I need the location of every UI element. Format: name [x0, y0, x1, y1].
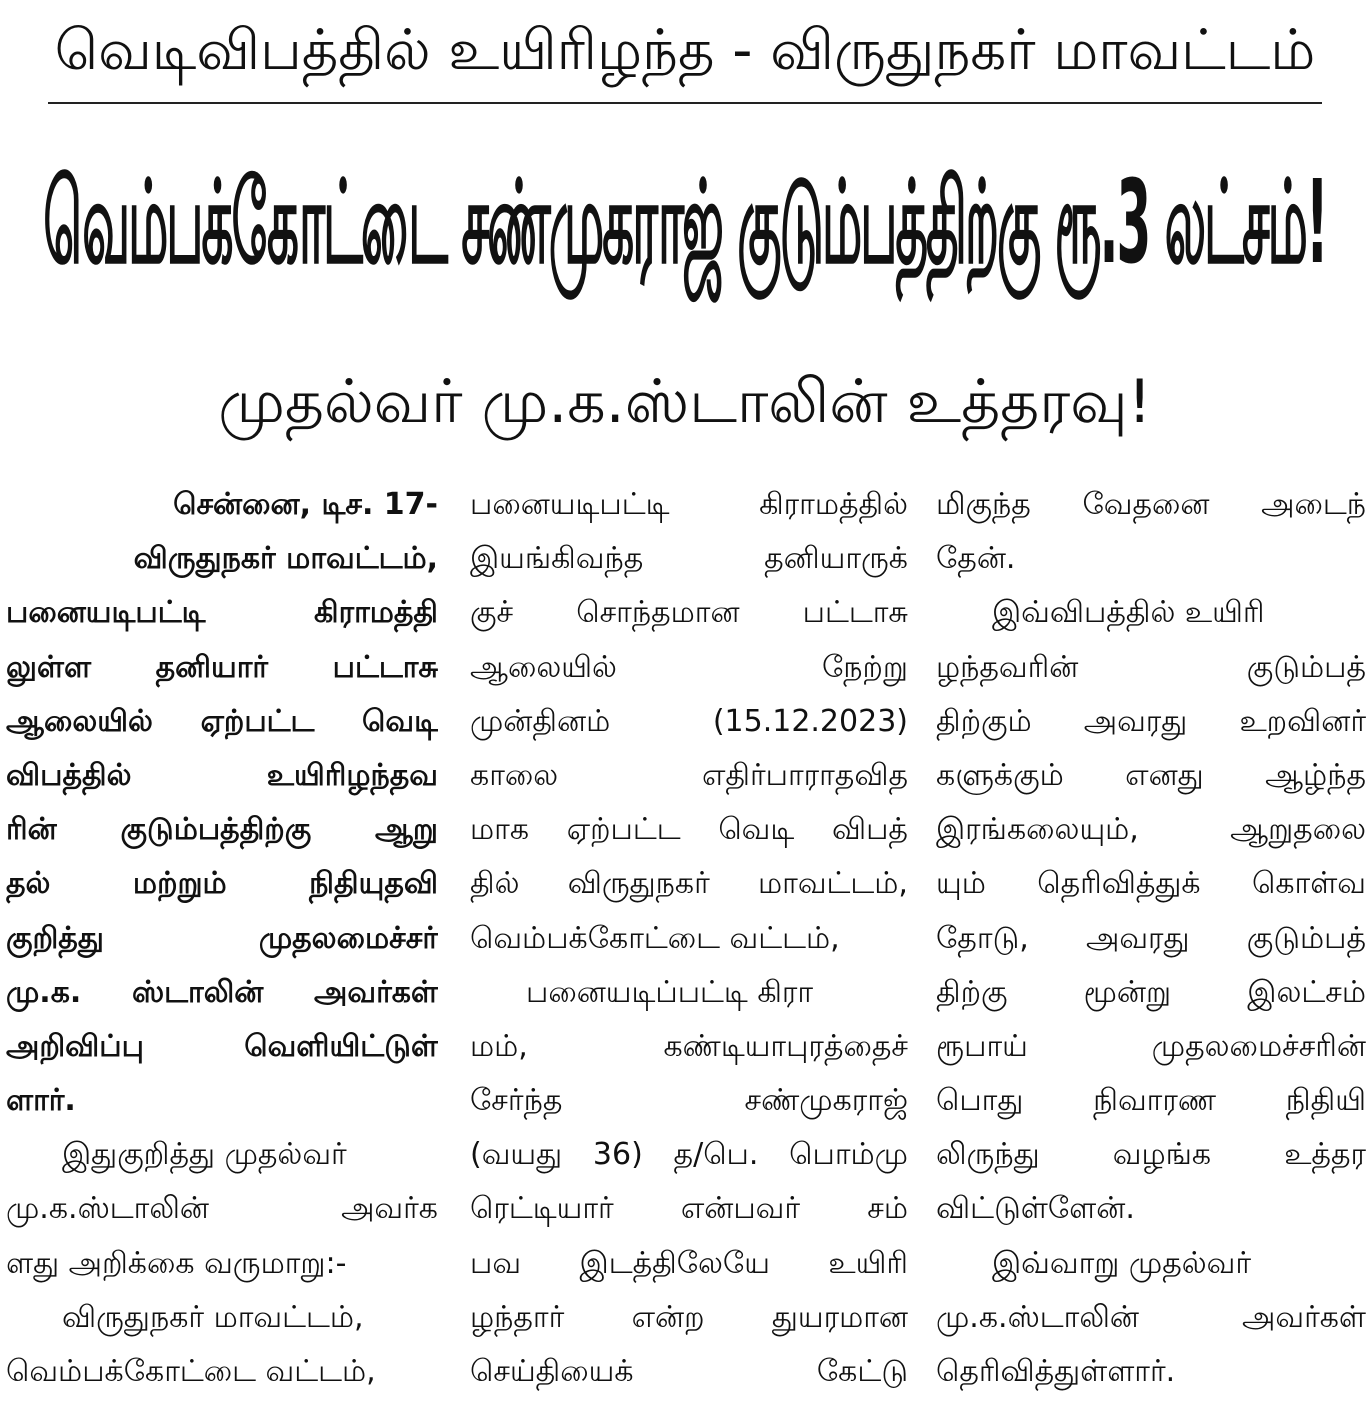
article-line — [470, 695, 908, 749]
word: கொள்வ — [1251, 866, 1366, 902]
dateline: சென்னை, டிச. 17- — [173, 487, 438, 522]
word: கிராமத்தி — [313, 595, 438, 631]
word: முதலமைச்சரின் — [1151, 1028, 1366, 1064]
word: மு.க.ஸ்டாலின் — [936, 1299, 1139, 1335]
article-line — [6, 912, 438, 966]
word: தல் — [6, 866, 51, 902]
word: முதலமைச்சர் — [258, 920, 438, 956]
word: நிவாரண — [1093, 1083, 1217, 1119]
word: மு.க. — [6, 974, 82, 1010]
article-line — [470, 749, 908, 803]
word: தனியாருக் — [764, 541, 908, 577]
word: (வயது — [470, 1137, 563, 1173]
article-line: விருதுநகர் மாவட்டம், — [62, 1299, 364, 1335]
word: உயிரிழந்தவ — [266, 757, 438, 793]
word: களுக்கும் — [936, 757, 1064, 793]
word: உறவினர் — [1239, 703, 1366, 739]
article-line — [936, 912, 1366, 966]
word: மிகுந்த — [936, 487, 1031, 522]
article-line — [470, 1291, 908, 1345]
word: கண்டியாபுரத்தைச் — [663, 1028, 908, 1064]
word: பட்டாசு — [332, 649, 438, 685]
word: ஸ்டாலின் — [131, 974, 264, 1010]
word: ஆலையில் — [470, 649, 617, 685]
word: வெடி — [362, 703, 438, 739]
word: யும் — [936, 866, 986, 902]
subheadline: முதல்வர் மு.க.ஸ்டாலின் உத்தரவு! — [218, 367, 1152, 437]
word: துயரமான — [771, 1299, 908, 1335]
word: நிதியி — [1285, 1083, 1366, 1119]
word: வெளியிட்டுள் — [244, 1028, 438, 1064]
word: குறித்து — [6, 920, 104, 956]
word: பொது — [936, 1083, 1024, 1119]
word: வழங்க — [1112, 1137, 1212, 1173]
article-line — [470, 1020, 908, 1074]
article-line — [936, 857, 1366, 911]
word: சண்முகராஜ் — [744, 1083, 908, 1119]
article-line: விட்டுள்ளேன். — [936, 1191, 1135, 1227]
article-line — [470, 586, 908, 640]
word: தோடு, — [936, 920, 1029, 956]
word: அவரது — [1083, 703, 1188, 739]
article-line — [936, 749, 1366, 803]
article-line — [936, 695, 1366, 749]
word: நேற்று — [821, 649, 908, 685]
word: விபத்தில் — [6, 757, 132, 793]
word: சம் — [867, 1191, 908, 1227]
word: திற்கும் — [936, 703, 1032, 739]
word: விபத் — [831, 812, 908, 848]
article-line — [936, 478, 1366, 532]
word: ஏற்பட்ட — [200, 703, 315, 739]
word: இடத்திலேயே — [579, 1245, 770, 1281]
article-line — [470, 478, 908, 532]
article-column-1 — [6, 478, 438, 1408]
word: முன்தினம் — [470, 703, 611, 739]
article-line — [6, 586, 438, 640]
article-line — [6, 1182, 438, 1236]
article-line: பனையடிப்பட்டி கிரா — [526, 974, 814, 1010]
word: மாக — [470, 812, 530, 848]
word: ழந்தார் — [470, 1299, 565, 1335]
article-line — [936, 803, 1366, 857]
article-line — [936, 1074, 1366, 1128]
word: பொம்மு — [789, 1137, 908, 1173]
main-headline: வெம்பக்கோட்டை சண்முகராஜ் குடும்பத்திற்கு ரூ.3 லட்சம்! — [43, 155, 1327, 289]
article-line: விருதுநகர் மாவட்டம், — [133, 541, 438, 577]
word: மு.க.ஸ்டாலின் — [6, 1191, 209, 1227]
word: ஆலையில் — [6, 703, 153, 739]
article-line — [470, 1237, 908, 1291]
word: மம், — [470, 1028, 528, 1064]
article-line — [470, 803, 908, 857]
word: உயிரி — [828, 1245, 908, 1281]
word: என்ற — [631, 1299, 705, 1335]
article-line: வெம்பக்கோட்டை வட்டம், — [6, 1354, 376, 1389]
word: திற்கு — [936, 974, 1008, 1010]
word: ஆழ்ந்த — [1265, 757, 1366, 793]
article-line — [470, 641, 908, 695]
word: தனியார் — [155, 649, 269, 685]
word: அவர்க — [341, 1191, 438, 1227]
article-line: இவ்விபத்தில் உயிரி — [992, 595, 1265, 631]
article-line — [6, 857, 438, 911]
word: அறிவிப்பு — [6, 1028, 144, 1064]
word: உத்தர — [1284, 1137, 1366, 1173]
word: 36) — [592, 1137, 643, 1173]
article-line — [936, 966, 1366, 1020]
word: கிராமத்தில் — [759, 487, 908, 522]
word: பட்டாசு — [802, 595, 908, 631]
article-line — [936, 641, 1366, 695]
word: செய்தியைக் — [470, 1354, 634, 1389]
article-line — [6, 641, 438, 695]
word: கேட்டு — [816, 1354, 908, 1389]
article-line — [470, 1074, 908, 1128]
article-line — [936, 1291, 1366, 1345]
article-line: இதுகுறித்து முதல்வர் — [62, 1137, 347, 1173]
word: த/பெ. — [673, 1137, 759, 1173]
article-line — [6, 749, 438, 803]
article-line — [936, 1020, 1366, 1074]
word: சொந்தமான — [576, 595, 740, 631]
word: வெடி — [718, 812, 795, 848]
word: வேதனை — [1082, 487, 1210, 522]
word: நிதியுதவி — [309, 866, 438, 902]
word: குச் — [470, 595, 514, 631]
word: குடும்பத்திற்கு — [120, 812, 312, 848]
word: மாவட்டம், — [758, 866, 908, 902]
article-column-2 — [470, 478, 908, 1408]
word: ஆறு — [374, 812, 438, 848]
word: தெரிவித்துக் — [1037, 866, 1201, 902]
word: என்பவர் — [680, 1191, 801, 1227]
word: ழந்தவரின் — [936, 649, 1079, 685]
article-line — [470, 857, 908, 911]
word: இரங்கலையும், — [936, 812, 1139, 848]
word: குடும்பத் — [1246, 920, 1366, 956]
kicker-headline: வெடிவிபத்தில் உயிரிழந்த - விருதுநகர் மாவட்டம் — [54, 18, 1316, 83]
word: சேர்ந்த — [470, 1083, 563, 1119]
word: பனையடிபட்டி — [6, 595, 206, 631]
word: அவர்கள் — [1242, 1299, 1366, 1335]
word: மூன்று — [1083, 974, 1172, 1010]
word: காலை — [470, 757, 559, 793]
word: அவர்கள் — [314, 974, 438, 1010]
word: ரெட்டியார் — [470, 1191, 614, 1227]
word: எனது — [1125, 757, 1204, 793]
article-column-3 — [936, 478, 1366, 1408]
article-line — [470, 1182, 908, 1236]
word: தில் — [470, 866, 520, 902]
word: ரூபாய் — [936, 1028, 1028, 1064]
article-line: இவ்வாறு முதல்வர் — [992, 1245, 1252, 1281]
word: பவ — [470, 1245, 522, 1281]
article-line — [6, 1020, 438, 1074]
word: மற்றும் — [132, 866, 227, 902]
article-line — [6, 966, 438, 1020]
article-line — [470, 1345, 908, 1399]
word: ரின் — [6, 812, 57, 848]
article-line — [936, 1128, 1366, 1182]
article-line: வெம்பக்கோட்டை வட்டம், — [470, 920, 840, 956]
article-body — [6, 478, 1366, 1408]
word: பனையடிபட்டி — [470, 487, 670, 522]
article-line: ளது அறிக்கை வருமாறு:- — [6, 1245, 347, 1281]
article-line — [470, 532, 908, 586]
word: லிருந்து — [936, 1137, 1040, 1173]
word: ஆறுதலை — [1230, 812, 1366, 848]
article-line — [470, 1128, 908, 1182]
word: விருதுநகர் — [567, 866, 710, 902]
word: (15.12.2023) — [712, 703, 908, 739]
word: லுள்ள — [6, 649, 92, 685]
word: அவரது — [1085, 920, 1190, 956]
article-line: ளார். — [6, 1083, 76, 1119]
article-line — [6, 695, 438, 749]
article-line: தெரிவித்துள்ளார். — [936, 1354, 1176, 1389]
word: அடைந் — [1261, 487, 1366, 522]
word: குடும்பத் — [1246, 649, 1366, 685]
word: ஏற்பட்ட — [566, 812, 681, 848]
word: இலட்சம் — [1247, 974, 1366, 1010]
word: இயங்கிவந்த — [470, 541, 644, 577]
article-line — [6, 803, 438, 857]
article-line: தேன். — [936, 541, 1016, 577]
word: எதிர்பாராதவித — [701, 757, 908, 793]
